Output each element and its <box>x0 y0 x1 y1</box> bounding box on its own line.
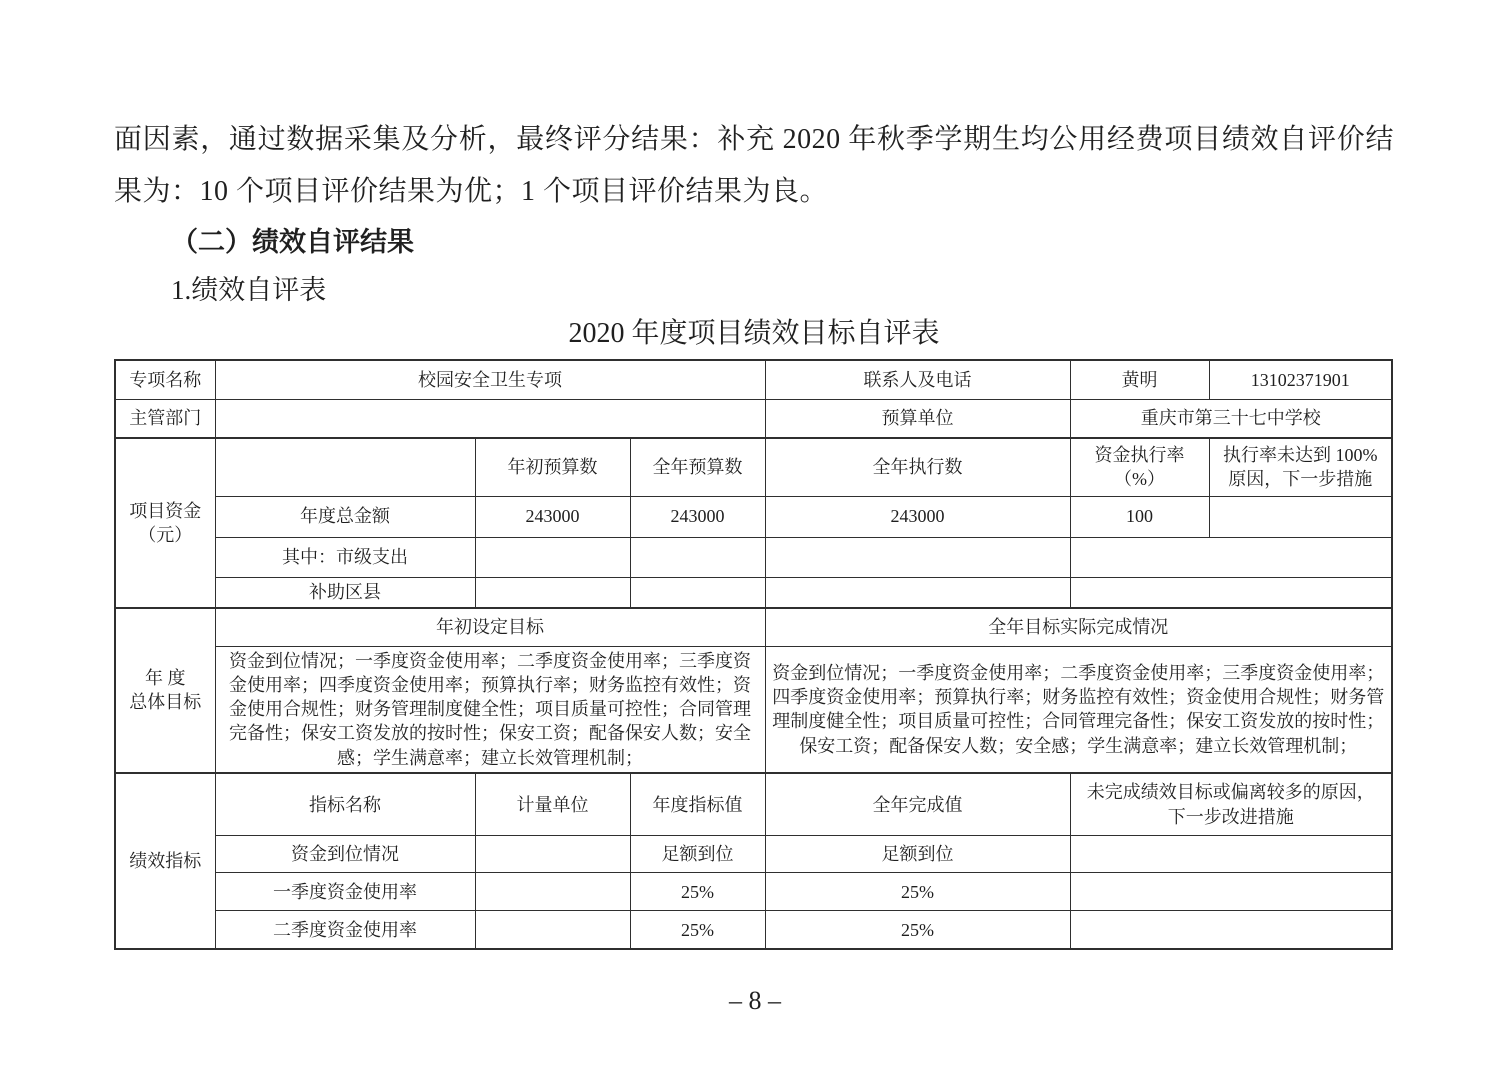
table-row <box>115 360 1392 399</box>
cell-dept-value <box>215 399 765 438</box>
self-evaluation-table <box>114 359 1393 950</box>
funds-label-line1: 项目资金 <box>129 500 202 521</box>
cell-kpi2-target: 25% <box>630 873 765 911</box>
cell-kpi-col-reason <box>1070 773 1392 836</box>
table-row <box>115 911 1392 949</box>
cell-city-rate-reason <box>1070 537 1392 577</box>
table-title: 2020 年度项目绩效目标自评表 <box>568 318 940 349</box>
table-row <box>115 608 1392 646</box>
annual-goal-label-line2: 总体目标 <box>129 692 202 713</box>
cell-total-reason <box>1209 496 1392 537</box>
cell-kpi3-actual: 25% <box>765 911 1070 949</box>
cell-kpi3-reason <box>1070 911 1392 949</box>
table-row <box>115 438 1392 496</box>
cell-kpi2-actual: 25% <box>765 873 1070 911</box>
annual-goal-label-line1: 年 度 <box>145 668 186 689</box>
body-paragraph: 面因素，通过数据采集及分析，最终评分结果：补充 2020 年秋季学期生均公用经费项目绩效自评价结果为：10 个项目评价结果为优；1 个项目评价结果为良。 <box>114 124 1394 207</box>
cell-kpi-col-name: 指标名称 <box>215 773 475 836</box>
table-row <box>115 577 1392 608</box>
exec-reason-line2: 原因，下一步措施 <box>1228 469 1373 490</box>
exec-reason-line1: 执行率未达到 100% <box>1223 444 1378 465</box>
cell-funds-subheader-empty <box>215 438 475 496</box>
exec-rate-line1: 资金执行率 <box>1094 444 1185 465</box>
cell-city-executed <box>765 537 1070 577</box>
table-row <box>115 836 1392 873</box>
cell-kpi2-reason <box>1070 873 1392 911</box>
cell-kpi1-unit <box>475 836 630 873</box>
cell-city-label: 其中：市级支出 <box>215 537 475 577</box>
cell-kpi2-name: 一季度资金使用率 <box>215 873 475 911</box>
kpi-reason-line1: 未完成绩效目标或偏离较多的原因， <box>1086 782 1375 803</box>
table-row <box>115 873 1392 911</box>
cell-col-budget-start: 年初预算数 <box>475 438 630 496</box>
cell-total-budget-full: 243000 <box>630 496 765 537</box>
section-heading: （二）绩效自评结果 <box>171 227 414 257</box>
cell-kpi-col-unit: 计量单位 <box>475 773 630 836</box>
table-row <box>115 496 1392 537</box>
cell-county-budget-full <box>630 577 765 608</box>
cell-contact-phone: 13102371901 <box>1209 360 1392 399</box>
cell-funds-label <box>115 438 215 608</box>
cell-kpi1-actual: 足额到位 <box>765 836 1070 873</box>
table-row <box>115 773 1392 836</box>
cell-total-executed: 243000 <box>765 496 1070 537</box>
cell-county-label: 补助区县 <box>215 577 475 608</box>
cell-kpi-col-target: 年度指标值 <box>630 773 765 836</box>
page-content <box>114 0 1394 950</box>
exec-rate-line2: （%） <box>1114 469 1166 490</box>
cell-goal-done-text: 资金到位情况；一季度资金使用率；二季度资金使用率；三季度资金使用率；四季度资金使用率；预算执行率；财务监控有效性；资金使用合规性；财务管理制度健全性；项目质量可控性；合同管理完备性；保安工资发放的按时性；保安工资；配备保安人数；安全感；学生满意率；建立长效管理机制； <box>765 646 1392 773</box>
kpi-reason-line2: 下一步改进措施 <box>1167 806 1294 827</box>
cell-contact-name: 黄明 <box>1070 360 1209 399</box>
cell-goal-done-header: 全年目标实际完成情况 <box>765 608 1392 646</box>
page-number: – 8 – <box>729 986 781 1015</box>
cell-contact-label: 联系人及电话 <box>765 360 1070 399</box>
subsection-heading: 1.绩效自评表 <box>171 275 327 305</box>
cell-kpi3-target: 25% <box>630 911 765 949</box>
cell-special-name-label: 专项名称 <box>115 360 215 399</box>
table-row <box>115 537 1392 577</box>
cell-county-rate-reason <box>1070 577 1392 608</box>
cell-goal-set-text: 资金到位情况；一季度资金使用率；二季度资金使用率；三季度资金使用率；四季度资金使用率；预算执行率；财务监控有效性；资金使用合规性；财务管理制度健全性；项目质量可控性；合同管理完备性；保安工资发放的按时性；保安工资；配备保安人数；安全感；学生满意率；建立长效管理机制； <box>215 646 765 773</box>
cell-special-name-value: 校园安全卫生专项 <box>215 360 765 399</box>
cell-total-budget-start: 243000 <box>475 496 630 537</box>
cell-col-budget-full: 全年预算数 <box>630 438 765 496</box>
cell-city-budget-full <box>630 537 765 577</box>
cell-col-exec-reason <box>1209 438 1392 496</box>
cell-kpi1-name: 资金到位情况 <box>215 836 475 873</box>
cell-annual-goal-label <box>115 608 215 773</box>
cell-goal-set-header: 年初设定目标 <box>215 608 765 646</box>
cell-kpi3-unit <box>475 911 630 949</box>
cell-budget-unit-label: 预算单位 <box>765 399 1070 438</box>
cell-dept-label: 主管部门 <box>115 399 215 438</box>
cell-kpi3-name: 二季度资金使用率 <box>215 911 475 949</box>
table-row <box>115 646 1392 773</box>
funds-label-line2: （元） <box>138 525 193 545</box>
cell-kpi-col-actual: 全年完成值 <box>765 773 1070 836</box>
table-row <box>115 399 1392 438</box>
cell-total-label: 年度总金额 <box>215 496 475 537</box>
cell-col-executed: 全年执行数 <box>765 438 1070 496</box>
cell-kpi1-reason <box>1070 836 1392 873</box>
cell-kpi2-unit <box>475 873 630 911</box>
cell-county-budget-start <box>475 577 630 608</box>
cell-kpi1-target: 足额到位 <box>630 836 765 873</box>
cell-total-exec-rate: 100 <box>1070 496 1209 537</box>
cell-budget-unit-value: 重庆市第三十七中学校 <box>1070 399 1392 438</box>
cell-city-budget-start <box>475 537 630 577</box>
cell-col-exec-rate <box>1070 438 1209 496</box>
cell-county-executed <box>765 577 1070 608</box>
cell-kpi-label: 绩效指标 <box>115 773 215 949</box>
